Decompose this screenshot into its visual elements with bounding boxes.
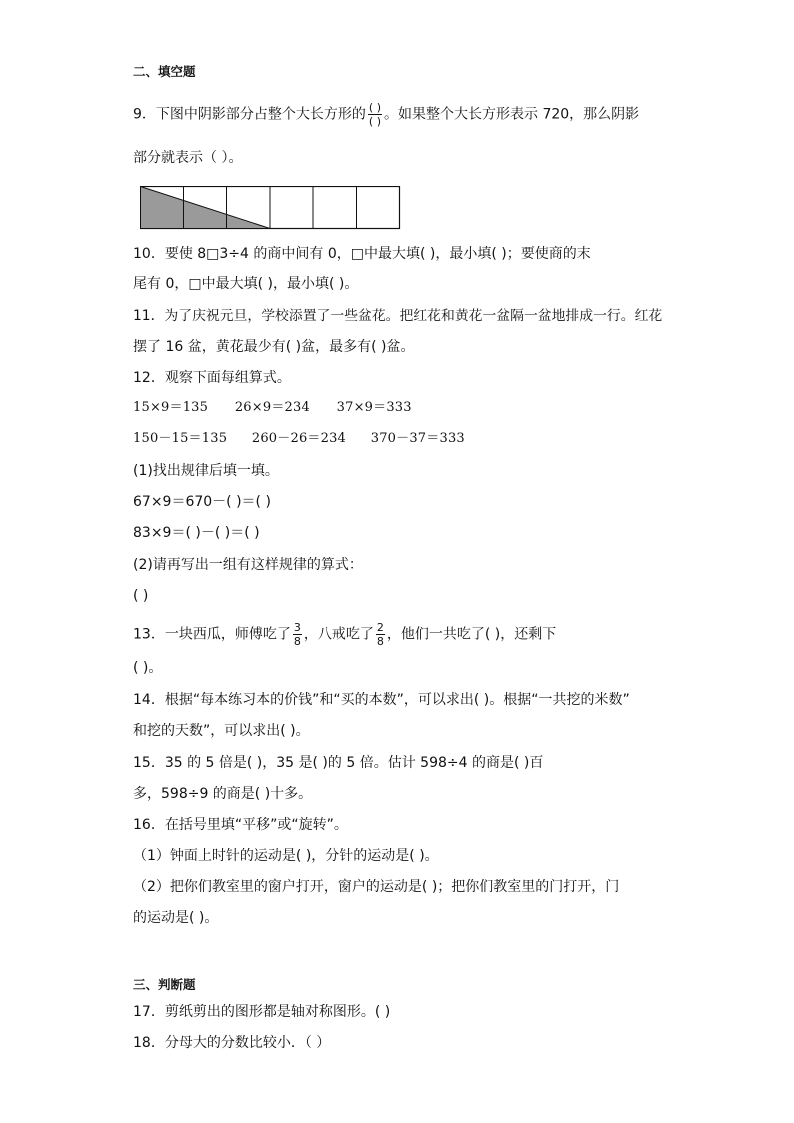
equation: 150－15＝135	[133, 431, 228, 446]
equation: 26×9＝234	[234, 400, 310, 415]
q9-text-pre: 9．下图中阴影部分占整个大长方形的	[133, 106, 366, 123]
question-16-line-4: 的运动是( )。	[133, 910, 219, 926]
question-11-line-2: 摆了 16 盆，黄花最少有( )盆，最多有( )盆。	[133, 339, 415, 355]
section-heading-fill-blank: 二、填空题	[133, 64, 196, 79]
question-12-fill-1: 67×9＝670－( )＝( )	[133, 494, 271, 510]
question-12-fill-2: 83×9＝( )－( )＝( )	[133, 525, 260, 541]
question-14-line-2: 和挖的天数”，可以求出( )。	[133, 723, 310, 739]
question-12-sub-1: (1)找出规律后填一填。	[133, 463, 279, 479]
q13-text-pre: 13．一块西瓜，师傅吃了	[133, 626, 291, 643]
question-15-line-1: 15．35 的 5 倍是( )，35 是( )的 5 倍。估计 598÷4 的商是( )百	[133, 755, 544, 771]
question-16-line-2: （1）钟面上时针的运动是( )，分针的运动是( )。	[133, 848, 439, 864]
question-12-sub-2: (2)请再写出一组有这样规律的算式：	[133, 557, 363, 573]
question-15-line-2: 多，598÷9 的商是( )十多。	[133, 786, 313, 802]
equation-row-1	[133, 398, 412, 418]
q9-fraction-blank: $\frac{( )}{( )}$	[368, 101, 381, 128]
q13-fraction-master: $\frac{3}{8}$	[293, 621, 301, 648]
question-11-line-1: 11．为了庆祝元旦，学校添置了一些盆花。把红花和黄花一盆隔一盆地排成一行。红花	[133, 308, 663, 324]
question-17: 17．剪纸剪出的图形都是轴对称图形。( )	[133, 1004, 391, 1020]
equation: 260－26＝234	[251, 431, 347, 446]
section-heading-judge: 三、判断题	[133, 977, 196, 992]
question-10-line-1: 10．要使 8□3÷4 的商中间有 0，□中最大填( )，最小填( )；要使商的末	[133, 246, 591, 262]
question-9-line-1	[133, 102, 639, 127]
q13-text-post: ，他们一共吃了( )，还剩下	[386, 626, 557, 643]
equation: 37×9＝333	[336, 400, 412, 415]
question-13-line-2: ( )。	[133, 660, 163, 676]
q13-fraction-bajie: $\frac{2}{8}$	[376, 621, 384, 648]
question-18: 18．分母大的分数比较小．（ ）	[133, 1035, 331, 1051]
question-13-line-1	[133, 622, 556, 647]
question-16-line-3: （2）把你们教室里的窗户打开，窗户的运动是( )；把你们教室里的门打开，门	[133, 879, 620, 895]
question-9-line-2: 部分就表示（ ）。	[133, 150, 243, 166]
question-10-line-2: 尾有 0，□中最大填( )，最小填( )。	[133, 276, 359, 292]
equation: 15×9＝135	[133, 400, 209, 415]
question-14-line-1: 14．根据“每本练习本的价钱”和“买的本数”，可以求出( )。根据“一共挖的米数”	[133, 692, 630, 708]
equation: 370－37＝333	[370, 431, 465, 446]
question-16-line-1: 16．在括号里填“平移”或“旋转”。	[133, 817, 348, 833]
question-12-line-1: 12．观察下面每组算式。	[133, 370, 291, 386]
q9-text-post: 。如果整个大长方形表示 720，那么阴影	[384, 106, 640, 123]
q13-text-mid: ，八戒吃了	[303, 626, 374, 643]
equation-row-2	[133, 429, 465, 449]
rectangle-shaded-figure	[140, 186, 402, 231]
question-12-answer-blank: ( )	[133, 588, 149, 604]
